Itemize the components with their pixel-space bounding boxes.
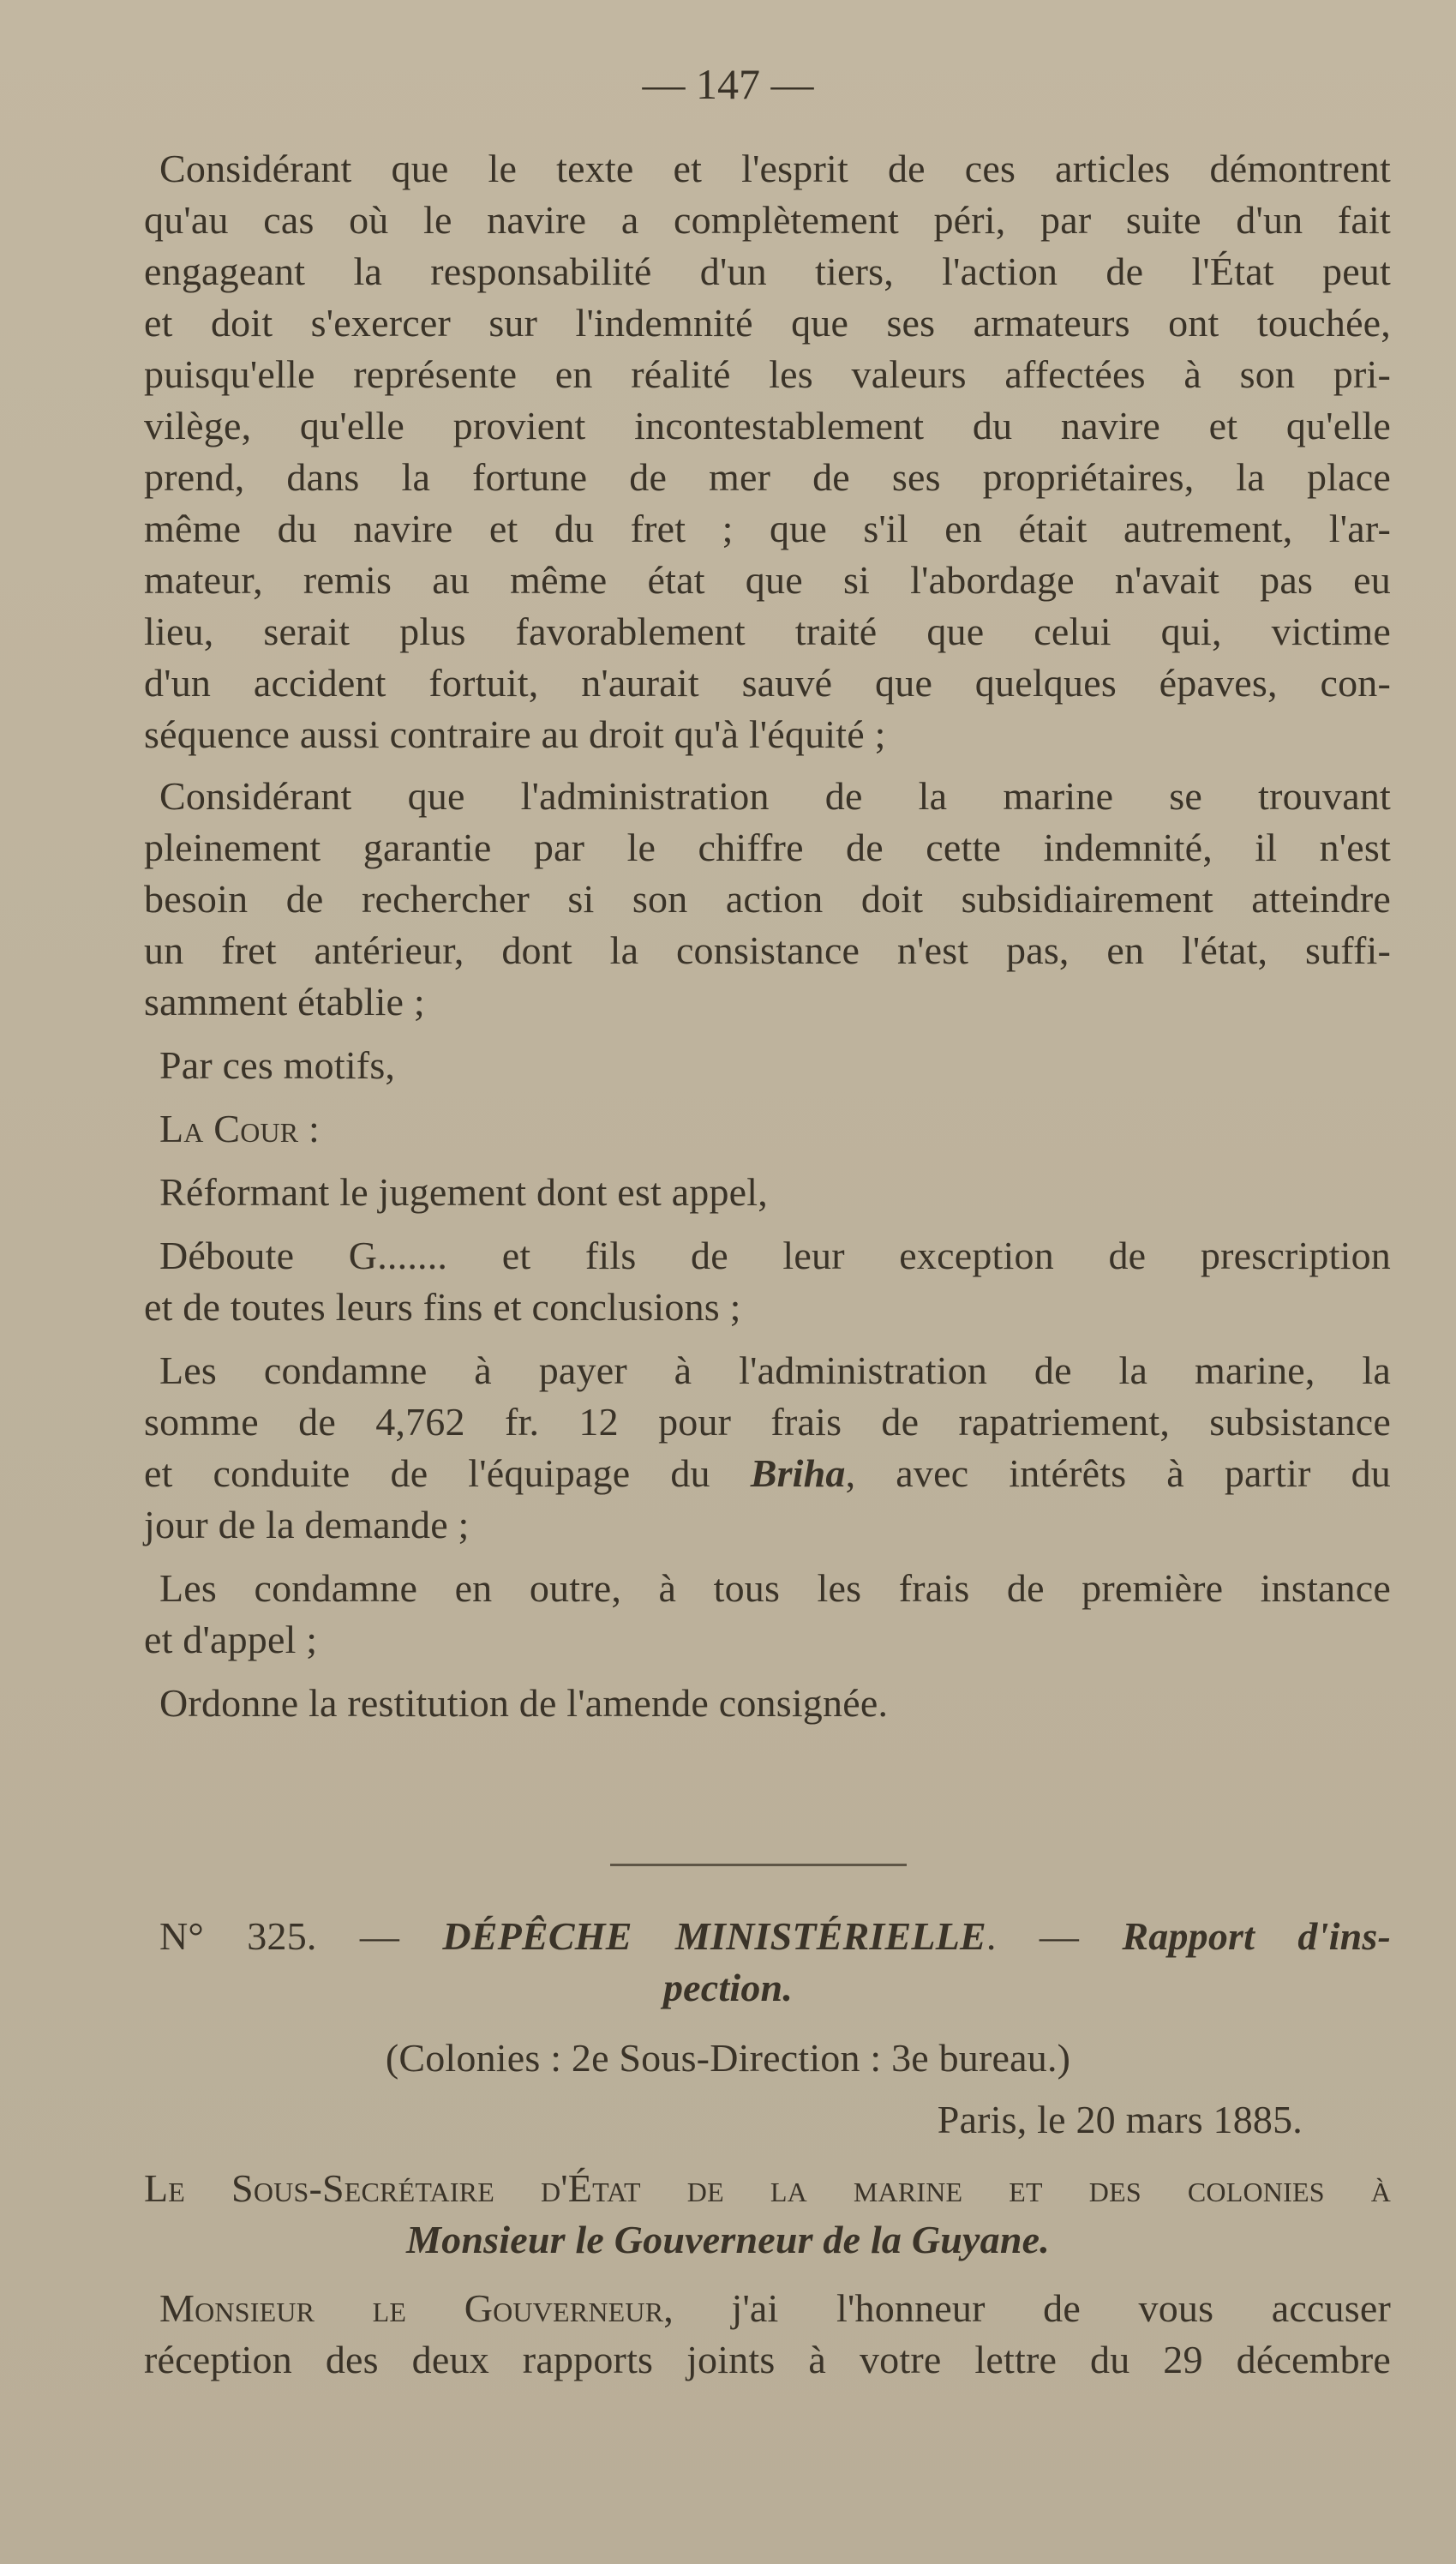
section-subtitle: Rapport d'ins-: [1122, 1914, 1391, 1958]
text-line: lieu, serait plus favorablement traité que celui qui, victime: [144, 609, 1391, 653]
section-dash: . —: [986, 1914, 1123, 1958]
text-span: , avec intérêts à partir du: [845, 1451, 1391, 1495]
ship-name: Briha: [750, 1451, 846, 1495]
section-subtitle-cont: pection.: [662, 1966, 794, 2009]
text-line-briha: [144, 1449, 1391, 1498]
text-line-la-cour: La Cour :: [159, 1107, 321, 1150]
office-line: (Colonies : 2e Sous-Direction : 3e bureau.): [385, 2036, 1071, 2080]
letter-opening: [159, 2284, 1391, 2333]
text-line: prend, dans la fortune de mer de ses propriétaires, la place: [144, 455, 1391, 499]
text-line: Ordonne la restitution de l'amende consignée.: [159, 1681, 889, 1725]
text-line: Les condamne en outre, à tous les frais de première instance: [159, 1566, 1391, 1610]
section-heading: [159, 1912, 1391, 1961]
dateline: Paris, le 20 mars 1885.: [937, 2098, 1303, 2141]
section-title: DÉPÊCHE MINISTÉRIELLE: [442, 1914, 986, 1958]
text-line: d'un accident fortuit, n'aurait sauvé que quelques épaves, con-: [144, 661, 1391, 705]
text-line: mateur, remis au même état que si l'abordage n'avait pas eu: [144, 558, 1391, 602]
text-line: somme de 4,762 fr. 12 pour frais de rapatriement, subsistance: [144, 1400, 1391, 1444]
sender-line: Le Sous-Secrétaire d'État de la marine et des colonies à: [144, 2166, 1391, 2210]
text-line: et doit s'exercer sur l'indemnité que ses armateurs ont touchée,: [144, 301, 1391, 345]
text-line: samment établie ;: [144, 980, 425, 1024]
text-line: et de toutes leurs fins et conclusions ;: [144, 1285, 741, 1329]
text-line: Considérant que l'administration de la marine se trouvant: [159, 774, 1391, 818]
text-line: séquence aussi contraire au droit qu'à l'équité ;: [144, 712, 886, 756]
page-number: — 147 —: [642, 60, 814, 108]
text-line: un fret antérieur, dont la consistance n'est pas, en l'état, suffi-: [144, 928, 1391, 972]
text-line: et d'appel ;: [144, 1618, 318, 1661]
section-divider: [610, 1864, 907, 1866]
text-line: Par ces motifs,: [159, 1043, 396, 1087]
text-line: besoin de rechercher si son action doit subsidiairement atteindre: [144, 877, 1391, 921]
text-line: jour de la demande ;: [144, 1503, 470, 1546]
text-span: j'ai l'honneur de vous accuser: [673, 2286, 1391, 2330]
recipient-line: Monsieur le Gouverneur de la Guyane.: [406, 2218, 1050, 2261]
salutation: Monsieur le Gouverneur,: [159, 2286, 674, 2330]
text-line: pleinement garantie par le chiffre de cette indemnité, il n'est: [144, 826, 1391, 869]
text-line: vilège, qu'elle provient incontestablement du navire et qu'elle: [144, 404, 1391, 447]
text-line: réception des deux rapports joints à votre lettre du 29 décembre: [144, 2338, 1391, 2381]
text-line: Réformant le jugement dont est appel,: [159, 1170, 768, 1214]
text-line: Les condamne à payer à l'administration de la marine, la: [159, 1348, 1391, 1392]
section-number: N° 325. —: [159, 1914, 443, 1958]
text-line: même du navire et du fret ; que s'il en était autrement, l'ar-: [144, 507, 1391, 550]
text-line: qu'au cas où le navire a complètement péri, par suite d'un fait: [144, 198, 1391, 242]
text-line: puisqu'elle représente en réalité les valeurs affectées à son pri-: [144, 352, 1391, 396]
text-line: Déboute G....... et fils de leur exception de prescription: [159, 1234, 1391, 1277]
text-line: engageant la responsabilité d'un tiers, l'action de l'État peut: [144, 249, 1391, 293]
text-span: et conduite de l'équipage du: [144, 1451, 751, 1495]
text-line: Considérant que le texte et l'esprit de ces articles démontrent: [159, 147, 1391, 190]
